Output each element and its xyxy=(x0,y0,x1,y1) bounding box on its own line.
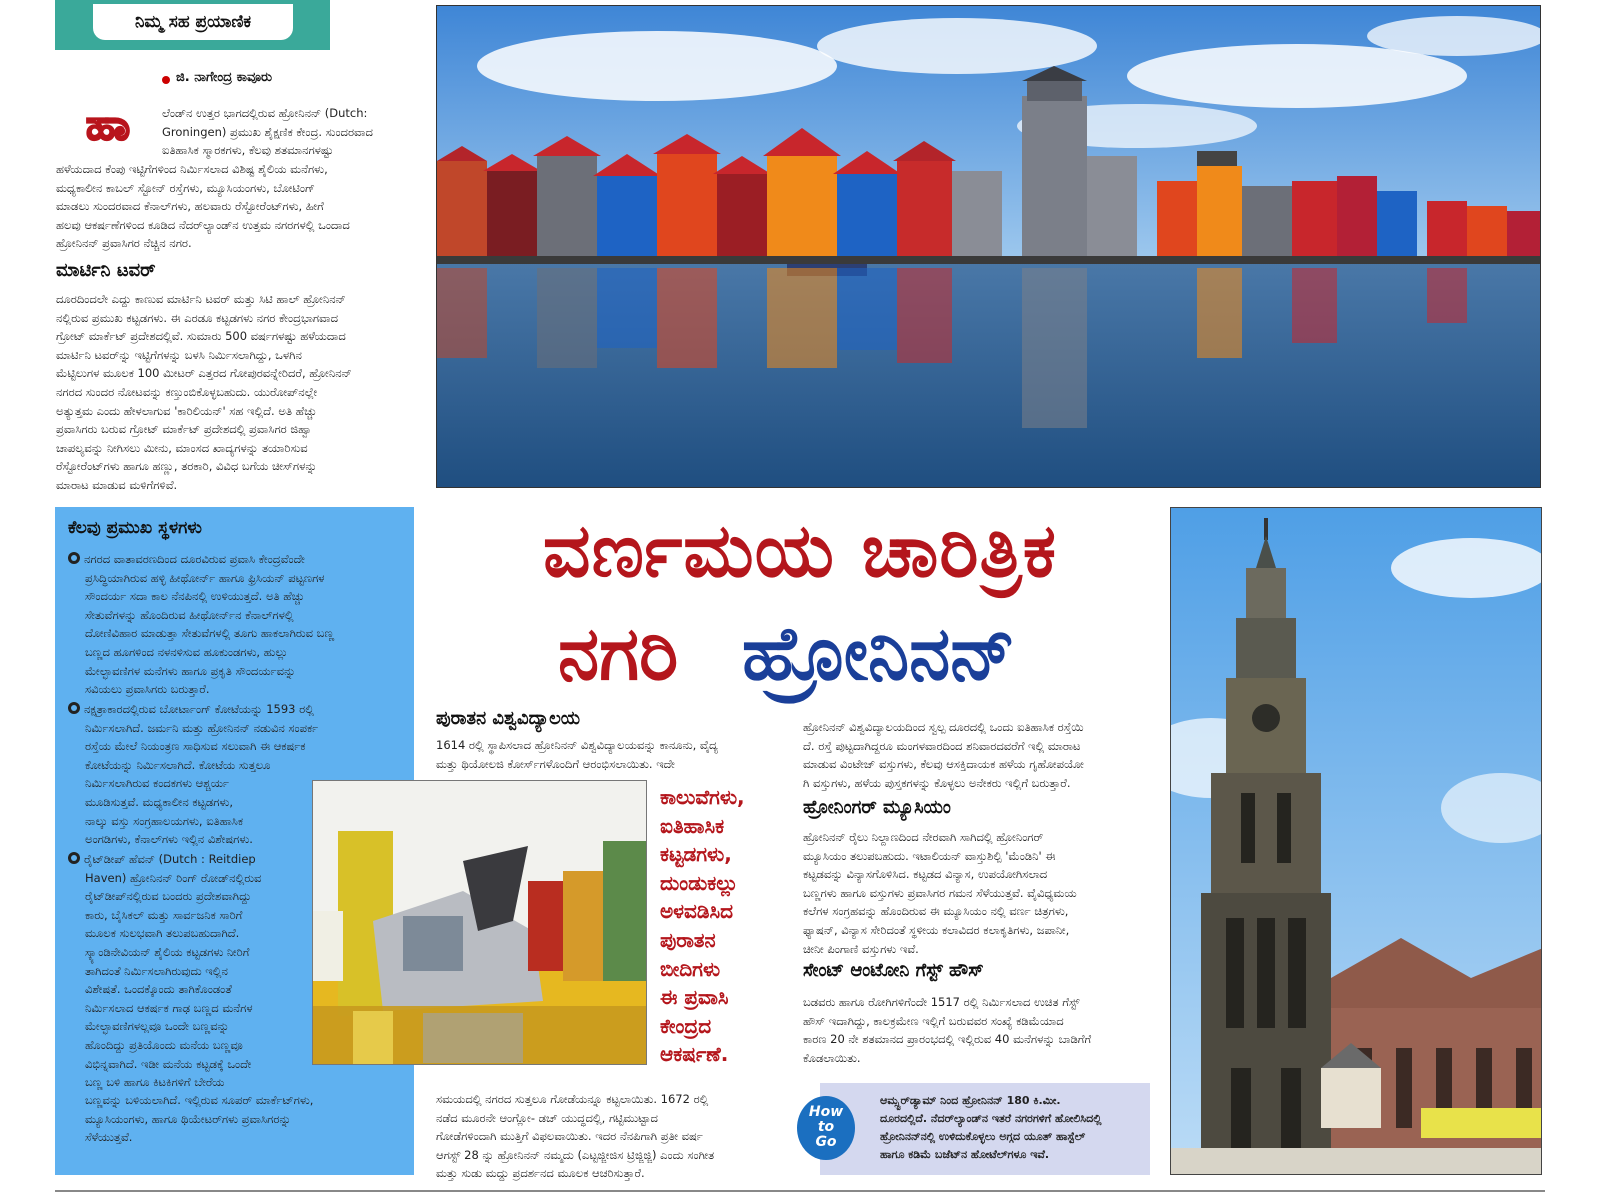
how-to-go-badge: How to Go xyxy=(797,1096,855,1160)
canal-houses-photo xyxy=(436,5,1541,488)
bullet-icon xyxy=(68,552,80,564)
section-label: ನಿಮ್ಮ ಸಹ ಪ್ರಯಾಣಿಕ xyxy=(93,4,293,40)
guesthouse-text: ಬಡವರು ಹಾಗೂ ರೋಗಿಗಳಿಗೆಂದೇ 1517 ರಲ್ಲಿ ನಿರ್ಮಿಸಲಾದ ಉಚಿತ ಗೆಸ್ಟ್ ಹೌಸ್ ಇದಾಗಿದ್ದು, ಕಾಲಕ್ರಮೇಣ ಇಲ್ಲಿಗೆ ಬರುವವರ ಸಂಖ್ಯೆ ಕಡಿಮೆಯಾದ ಕಾರಣ 20 ನೇ ಶತಮಾನದ ಪ್ರಾರಂಭದಲ್ಲಿ ಇಲ್ಲಿರುವ 40 ಮನೆಗಳನ್ನು ಬಾಡಿಗೆಗೆ ಕೊಡಲಾಯಿತು. xyxy=(803,995,1092,1065)
university-text-continued: ಸಮಯದಲ್ಲಿ ನಗರದ ಸುತ್ತಲೂ ಗೋಡೆಯನ್ನೂ ಕಟ್ಟಲಾಯಿತು. 1672 ರಲ್ಲಿ ನಡೆದ ಮೂರನೇ ಆಂಗ್ಲೋ- ಡಚ್ ಯುದ್ಧದಲ್ಲಿ, ಗಟ್ಟಿಮುಟ್ಟಾದ ಗೋಡೆಗಳಿಂದಾಗಿ ಮುತ್ತಿಗೆ ವಿಫಲವಾಯಿತು. ಇದರ ನೆನಪಿಗಾಗಿ ಪ್ರತೀ ವರ್ಷ ಆಗಸ್ಟ್ 28 ನ್ನು ಹ್ರೋನಿನನ್ ನಮ್ಮದು (ಎಟ್ಟಜ್ಜೀಜಿಸ ಟ್ರಿಜ್ಜಿಜ್ಜಿ) ಎಂದು ಸಂಗೀತ ಮತ್ತು ಸುಡು ಮದ್ದು ಪ್ರದರ್ಶನದ ಮೂಲಕ ಆಚರಿಸುತ್ತಾರೆ. xyxy=(436,1092,715,1181)
headline-line-2-red: ನಗರಿ xyxy=(558,611,679,697)
museum-photo xyxy=(312,780,647,1065)
museum-heading: ಹ್ರೋನಿಂಗರ್ ಮ್ಯೂಸಿಯಂ xyxy=(803,797,951,818)
places-item-3-end: ಬಣ್ಣವನ್ನು ಬಳಿಯಲಾಗಿದೆ. ಇಲ್ಲಿರುವ ಸೂಪರ್ ಮಾರ್ಕೆಟ್‌ಗಳು, ಮ್ಯೂಸಿಯಂಗಳು, ಹಾಗೂ ಥಿಯೇಟರ್‌ಗಳು ಪ್ರವಾಸಿಗರನ್ನು ಸೆಳೆಯುತ್ತವೆ. xyxy=(85,1093,314,1145)
byline: ಜಿ. ನಾಗೇಂದ್ರ ಕಾವೂರು xyxy=(176,70,273,85)
university-heading: ಪುರಾತನ ವಿಶ್ವವಿದ್ಯಾಲಯ xyxy=(436,708,581,729)
martini-tower-photo xyxy=(1170,507,1542,1175)
places-heading: ಕೆಲವು ಪ್ರಮುಖ ಸ್ಥಳಗಳು xyxy=(68,518,202,538)
martini-heading: ಮಾರ್ಟಿನಿ ಟವರ್ xyxy=(56,260,156,281)
intro-text: ಹಳೆಯದಾದ ಕೆಂಪು ಇಟ್ಟಿಗೆಗಳಿಂದ ನಿರ್ಮಿಸಲಾದ ವಿಶಿಷ್ಟ ಶೈಲಿಯ ಮನೆಗಳು, ಮಧ್ಯಕಾಲೀನ ಕಾಬಲ್ ಸ್ಟೋನ್ ರಸ್ತೆಗಳು, ಮ್ಯೂಸಿಯಂಗಳು, ಬೋಟಿಂಗ್ ಮಾಡಲು ಸುಂದರವಾದ ಕೆನಾಲ್‌ಗಳು, ಹಲವಾರು ರೆಸ್ಟೋರೆಂಟ್‌ಗಳು, ಹೀಗೆ ಹಲವು ಆಕರ್ಷಣೆಗಳಿಂದ ಕೂಡಿದ ನೆದರ್‌ಲ್ಯಾಂಡ್‌ನ ಉತ್ತಮ ನಗರಗಳಲ್ಲಿ ಒಂದಾದ ಹ್ರೋನಿನನ್ ಪ್ರವಾಸಿಗರ ನೆಚ್ಚಿನ ನಗರ. xyxy=(56,162,350,251)
intro-text-top: ಲೆಂಡ್‌ನ ಉತ್ತರ ಭಾಗದಲ್ಲಿರುವ ಹ್ರೋನಿನನ್ (Dutch: Groningen) ಪ್ರಮುಖ ಶೈಕ್ಷಣಿಕ ಕೇಂದ್ರ. ಸುಂದರವಾದ ಐತಿಹಾಸಿಕ ಸ್ಮಾರಕಗಳು, ಕೆಲವು ಶತಮಾನಗಳಷ್ಟು xyxy=(162,106,373,158)
university-text: 1614 ರಲ್ಲಿ ಸ್ಥಾಪಿಸಲಾದ ಹ್ರೋನಿನನ್ ವಿಶ್ವವಿದ್ಯಾಲಯವನ್ನು ಕಾನೂನು, ವೈದ್ಯ ಮತ್ತು ಥಿಯೋಲಜಿ ಕೋರ್ಸ್‌ಗಳೊಂದಿಗೆ ಆರಂಭಿಸಲಾಯಿತು. ಇದೇ xyxy=(436,738,718,771)
places-item-2: ನಕ್ಷತ್ರಾಕಾರದಲ್ಲಿರುವ ಬೋರ್ಟಾಂಗ್ ಕೋಟೆಯನ್ನು 1593 ರಲ್ಲಿ ನಿರ್ಮಿಸಲಾಗಿದೆ. ಜರ್ಮನಿ ಮತ್ತು ಹ್ರೋನಿನನ್ ನಡುವಿನ ಸಂಪರ್ಕ ರಸ್ತೆಯ ಮೇಲೆ ನಿಯಂತ್ರಣ ಸಾಧಿಸುವ ಸಲುವಾಗಿ ಈ ಆಕರ್ಷಕ ಕೋಟೆಯನ್ನು ನಿರ್ಮಿಸಲಾಗಿದೆ. ಕೋಟೆಯ ಸುತ್ತಲೂ ನಿರ್ಮಿಸಲಾಗಿರುವ ಕಂದಕಗಳು ಆಶ್ಚರ್ಯ ಮೂಡಿಸುತ್ತವೆ. ಮಧ್ಯಕಾಲೀನ ಕಟ್ಟಡಗಳು, ನಾಲ್ಕು ವಸ್ತು ಸಂಗ್ರಹಾಲಯಗಳು, ಐತಿಹಾಸಿಕ ಅಂಗಡಿಗಳು, ಕೆನಾಲ್‌ಗಳು ಇಲ್ಲಿನ ವಿಶೇಷಗಳು. xyxy=(68,700,413,849)
places-item-3: ರೈಟ್‌ಡೀಪ್ ಹೆವನ್ (Dutch : Reitdiep Haven) ಹ್ರೋನಿನನ್ ರಿಂಗ್ ರೋಡ್‌ನಲ್ಲಿರುವ ರೈಟ್‌ಡೀಪ್‌ನಲ್ಲಿರುವ ಬಂದರು ಪ್ರದೇಶವಾಗಿದ್ದು ಕಾರು, ಬೈಸಿಕಲ್ ಮತ್ತು ಸಾರ್ವಜನಿಕ ಸಾರಿಗೆ ಮೂಲಕ ಸುಲಭವಾಗಿ ತಲುಪಬಹುದಾಗಿದೆ. ಸ್ಕ್ಯಾಂಡಿನೇವಿಯನ್ ಶೈಲಿಯ ಕಟ್ಟಡಗಳು ನೀರಿಗೆ ತಾಗಿದಂತೆ ನಿರ್ಮಿಸಲಾಗಿರುವುದು ಇಲ್ಲಿನ ವಿಶೇಷತೆ. ಒಂದಕ್ಕೊಂದು ತಾಗಿಕೊಂಡಂತೆ ನಿರ್ಮಿಸಲಾದ ಆಕರ್ಷಕ ಗಾಢ ಬಣ್ಣದ ಮನೆಗಳ ಮೇಲ್ಛಾವಣಿಗಳಲ್ಲವೂ ಒಂದೇ ಬಣ್ಣವನ್ನು ಹೊಂದಿದ್ದು ಪ್ರತಿಯೊಂದು ಮನೆಯ ಬಣ್ಣವೂ ವಿಭಿನ್ನವಾಗಿದೆ. ಇಡೀ ಮನೆಯ ಕಟ್ಟಡಕ್ಕೆ ಒಂದೇ ಬಣ್ಣ ಬಳಿ ಹಾಗೂ ಕಿಟಕಿಗಳಿಗೆ ಬೇರೆಯ xyxy=(68,850,328,1092)
martini-text: ದೂರದಿಂದಲೇ ಎದ್ದು ಕಾಣುವ ಮಾರ್ಟಿನಿ ಟವರ್ ಮತ್ತು ಸಿಟಿ ಹಾಲ್ ಹ್ರೋನಿನನ್ ನಲ್ಲಿರುವ ಪ್ರಮುಖ ಕಟ್ಟಡಗಳು. ಈ ಎರಡೂ ಕಟ್ಟಡಗಳು ನಗರ ಕೇಂದ್ರಭಾಗವಾದ ಗ್ರೋಟ್ ಮಾರ್ಕೆಟ್ ಪ್ರದೇಶದಲ್ಲಿವೆ. ಸುಮಾರು 500 ವರ್ಷಗಳಷ್ಟು ಹಳೆಯದಾದ ಮಾರ್ಟಿನಿ ಟವರ್‌ನ್ನು ಇಟ್ಟಿಗೆಗಳನ್ನು ಬಳಸಿ ನಿರ್ಮಿಸಲಾಗಿದ್ದು, ಒಳಗಿನ ಮೆಟ್ಟಿಲುಗಳ ಮೂಲಕ 100 ಮೀಟರ್ ಎತ್ತರದ ಗೋಪುರವನ್ನೇರಿದರೆ, ಹ್ರೋನಿನನ್ ನಗರದ ಸುಂದರ ನೋಟವನ್ನು ಕಣ್ತುಂಬಿಕೊಳ್ಳಬಹುದು. ಯುರೋಪ್‌ನಲ್ಲೇ ಅತ್ಯುತ್ತಮ ಎಂದು ಹೇಳಲಾಗುವ 'ಕಾರಿಲಿಯನ್' ಸಹ ಇಲ್ಲಿದೆ. ಅತಿ ಹೆಚ್ಚು ಪ್ರವಾಸಿಗರು ಬರುವ ಗ್ರೋಟ್ ಮಾರ್ಕೆಟ್ ಪ್ರದೇಶದಲ್ಲಿ ಪ್ರವಾಸಿಗರ ಜಿಹ್ವಾ ಚಾಪಲ್ಯವನ್ನು ನೀಗಿಸಲು ಮೀನು, ಮಾಂಸದ ಖಾದ್ಯಗಳನ್ನು ತಯಾರಿಸುವ ರೆಸ್ಟೋರೆಂಟ್‌ಗಳು ಹಾಗೂ ಹಣ್ಣು, ತರಕಾರಿ, ವಿವಿಧ ಬಗೆಯ ಚೀಸ್‌ಗಳನ್ನು ಮಾರಾಟ ಮಾಡುವ ಮಳಿಗೆಗಳಿವೆ. xyxy=(56,292,352,492)
headline-line-2-blue: ಹ್ರೋನಿನನ್ xyxy=(742,611,1016,697)
guesthouse-heading: ಸೇಂಟ್ ಆಂಟೋನಿ ಗೆಸ್ಟ್ ಹೌಸ್ xyxy=(803,960,984,981)
pull-quote: ಕಾಲುವೆಗಳು, ಐತಿಹಾಸಿಕ ಕಟ್ಟಡಗಳು, ದುಂಡುಕಲ್ಲು ಅಳವಡಿಸಿದ ಪುರಾತನ ಬೀದಿಗಳು ಈ ಪ್ರವಾಸಿ ಕೇಂದ್ರದ ಆಕರ್ಷಣೆ. xyxy=(660,785,745,1067)
places-item-1: ನಗರದ ವಾತಾವರಣದಿಂದ ದೂರವಿರುವ ಪ್ರವಾಸಿ ಕೇಂದ್ರವೆಂದೇ ಪ್ರಸಿದ್ಧಿಯಾಗಿರುವ ಹಳ್ಳಿ ಹೀಥೋರ್ನ್ ಹಾಗೂ ಫ್ರಿಸಿಯನ್ ಪಟ್ಟಣಗಳ ಸೌಂದರ್ಯ ಸದಾ ಕಾಲ ನೆನಪಿನಲ್ಲಿ ಉಳಿಯುತ್ತದೆ. ಅತಿ ಹೆಚ್ಚು ಸೇತುವೆಗಳನ್ನು ಹೊಂದಿರುವ ಹೀಥೋರ್ನ್‌ನ ಕೆನಾಲ್‌ಗಳಲ್ಲಿ ದೋಣಿವಿಹಾರ ಮಾಡುತ್ತಾ ಸೇತುವೆಗಳಲ್ಲಿ ತೂಗು ಹಾಕಲಾಗಿರುವ ಬಣ್ಣ ಬಣ್ಣದ ಹೂಗಳಿಂದ ನಳನಳಿಸುವ ಹೂಕುಂಡಗಳು, ಹುಲ್ಲು ಮೇಲ್ಛಾವಣಿಗಳ ಮನೆಗಳು ಹಾಗೂ ಪ್ರಕೃತಿ ಸೌಂದರ್ಯವನ್ನು ಸವಿಯಲು ಪ್ರವಾಸಿಗರು ಬರುತ್ತಾರೆ. xyxy=(68,550,413,699)
market-street-text: ಹ್ರೋನಿನನ್ ವಿಶ್ವವಿದ್ಯಾಲಯದಿಂದ ಸ್ವಲ್ಪ ದೂರದಲ್ಲಿ ಒಂದು ಐತಿಹಾಸಿಕ ರಸ್ತೆಯಿ ದೆ. ರಸ್ತೆ ಪುಟ್ಟದಾಗಿದ್ದರೂ ಮಂಗಳವಾರದಿಂದ ಶನಿವಾರದವರೆಗೆ ಇಲ್ಲಿ ಮಾರಾಟ ಮಾಡುವ ವಿಂಟೇಜ್ ವಸ್ತುಗಳು, ಕೆಲವು ಆಸಕ್ತಿದಾಯಕ ಹಳೆಯ ಗೃಹೋಪಯೋ ಗಿ ವಸ್ತುಗಳು, ಹಳೆಯ ಪುಸ್ತಕಗಳನ್ನು ಕೊಳ್ಳಲು ಅನೇಕರು ಇಲ್ಲಿಗೆ ಬರುತ್ತಾರೆ. xyxy=(803,720,1084,790)
headline-line-1: ವರ್ಣಮಯ ಚಾರಿತ್ರಿಕ xyxy=(542,508,1058,594)
bullet-icon xyxy=(68,852,80,864)
page-bottom-rule xyxy=(55,1190,1545,1192)
dropcap: ಹಾ xyxy=(86,100,130,149)
byline-bullet xyxy=(162,76,170,84)
how-to-go-text: ಆಮ್ಸ್ಟರ್‌ಡ್ಯಾಮ್ ನಿಂದ ಹ್ರೋನಿನನ್ 180 ಕಿ.ಮೀ. ದೂರದಲ್ಲಿದೆ. ನೆದರ್‌ಲ್ಯಾಂಡ್‌ನ ಇತರೆ ನಗರಗಳಿಗೆ ಹೋಲಿಸಿದಲ್ಲಿ ಹ್ರೋನಿನನ್‌ನಲ್ಲಿ ಉಳಿದುಕೊಳ್ಳಲು ಅಗ್ಗದ ಯೂತ್ ಹಾಸ್ಟೆಲ್ ಹಾಗೂ ಕಡಿಮೆ ಬಜೆಟ್‌ನ ಹೋಟೆಲ್‌ಗಳೂ ಇವೆ. xyxy=(880,1094,1102,1161)
bullet-icon xyxy=(68,702,80,714)
museum-text: ಹ್ರೋನಿನನ್ ರೈಲು ನಿಲ್ದಾಣದಿಂದ ನೇರವಾಗಿ ಸಾಗಿದಲ್ಲಿ ಹ್ರೋನಿಂಗರ್ ಮ್ಯೂಸಿಯಂ ತಲುಪಬಹುದು. ಇಟಾಲಿಯನ್ ವಾಸ್ತುಶಿಲ್ಪಿ 'ಮೆಂಡಿನಿ' ಈ ಕಟ್ಟಡವನ್ನು ವಿನ್ಯಾಸಗೊಳಿಸಿದ. ಕಟ್ಟಡದ ವಿನ್ಯಾಸ, ಉಪಯೋಗಿಸಲಾದ ಬಣ್ಣಗಳು ಹಾಗೂ ವಸ್ತುಗಳು ಪ್ರವಾಸಿಗರ ಗಮನ ಸೆಳೆಯುತ್ತವೆ. ವೈವಿಧ್ಯಮಯ ಕಲೆಗಳ ಸಂಗ್ರಹವನ್ನು ಹೊಂದಿರುವ ಈ ಮ್ಯೂಸಿಯಂ ನಲ್ಲಿ ವರ್ಣ ಚಿತ್ರಗಳು, ಫ್ಯಾಷನ್, ವಿನ್ಯಾಸ ಸೇರಿದಂತೆ ಸ್ಥಳೀಯ ಕಲಾವಿದರ ಕಲಾಕೃತಿಗಳು, ಜಪಾನೀ, ಚೀನೀ ಪಿಂಗಾಣಿ ವಸ್ತುಗಳು ಇವೆ. xyxy=(803,830,1077,956)
